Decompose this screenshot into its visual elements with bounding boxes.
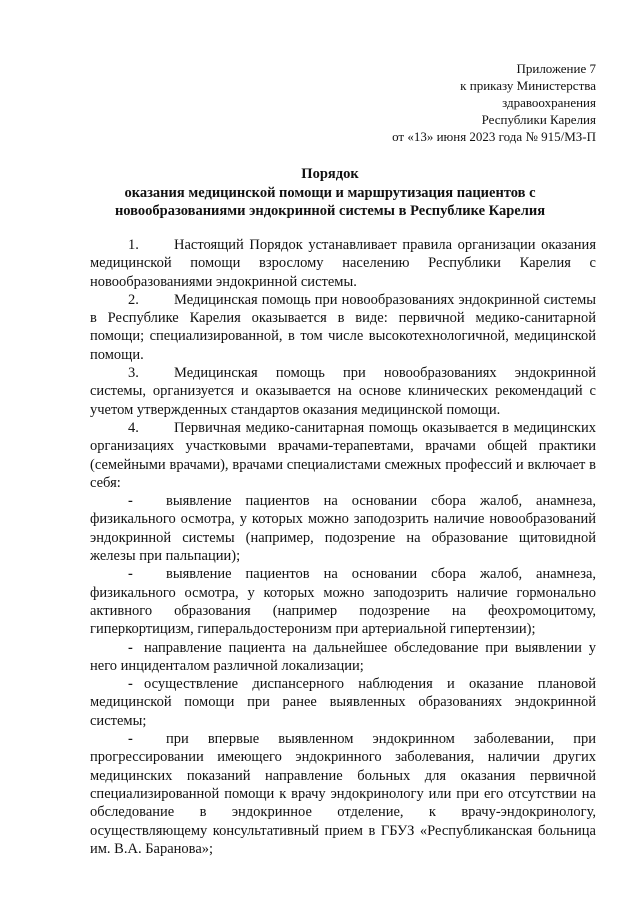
annex-header	[360, 60, 596, 145]
document-body	[90, 236, 596, 858]
bullet-paragraph	[90, 639, 596, 676]
paragraph-text: Медицинская помощь при новообразованиях эндокринной системы в Республике Карелия оказывается в виде: первичной медико-санитарной помощи; специализированной, в том числе высокотехнологичной, медицинской помощи.	[90, 291, 596, 363]
bullet-dash: -	[128, 639, 133, 656]
paragraph-text: Первичная медико-санитарная помощь оказывается в медицинских организациях участковыми врачами-терапевтами, врачами общей практики (семейными врачами), врачами специалистами смежных профессий и включает в себя:	[90, 419, 596, 491]
paragraph-number: 4.	[128, 419, 139, 436]
bullet-paragraph	[90, 675, 596, 730]
bullet-text: выявление пациентов на основании сбора жалоб, анамнеза, физикального осмотра, у которых можно заподозрить наличие новообразований эндокринной системы (например, подозрение на образование щитовидной железы при пальпации);	[90, 493, 596, 565]
paragraph-number: 2.	[128, 291, 139, 308]
bullet-dash: -	[128, 731, 133, 748]
title-line-1: Порядок	[301, 166, 359, 182]
bullet-dash: -	[128, 566, 133, 583]
title-line-3: новообразованиями эндокринной системы в Республике Карелия	[114, 203, 546, 219]
bullet-text: осуществление диспансерного наблюдения и оказание плановой медицинской помощи при ранее выявленных образованиях эндокринной системы;	[90, 676, 596, 729]
bullet-text: направление пациента на дальнейшее обследование при выявлении у него инциденталом различной локализации;	[90, 639, 596, 674]
annex-republic: Республики Карелия	[481, 112, 596, 127]
numbered-paragraph	[90, 419, 596, 492]
annex-date-number: от «13» июня 2023 года № 915/МЗ-П	[392, 129, 596, 144]
paragraph-number: 3.	[128, 365, 139, 382]
bullet-dash: -	[128, 676, 133, 693]
annex-number: Приложение 7	[516, 61, 596, 76]
bullet-text: при впервые выявленном эндокринном заболевании, при прогрессировании имеющего эндокринного заболевания, наличии других медицинских показаний направление больных для оказания первичной специализированной помощи к врачу эндокринологу или при его отсутствии на обследование в эндокринное отделение, к врачу-эндокринологу, осуществляющему консультативный прием в ГБУЗ «Республиканская больница им. В.А. Баранова»;	[90, 731, 596, 857]
bullet-paragraph	[90, 565, 596, 638]
bullet-text: выявление пациентов на основании сбора жалоб, анамнеза, физикального осмотра, у которых можно заподозрить наличие гормонально активного образования (например подозрение на феохромоцитому, гиперкортицизм, гиперальдостеронизм при артериальной гипертензии);	[90, 566, 596, 638]
paragraph-text: Настоящий Порядок устанавливает правила организации оказания медицинской помощи взрослому населению Республики Карелия с новообразованиями эндокринной системы.	[90, 237, 596, 290]
bullet-paragraph	[90, 492, 596, 565]
annex-ministry: здравоохранения	[502, 95, 596, 110]
annex-order-ref: к приказу Министерства	[460, 78, 596, 93]
numbered-paragraph	[90, 236, 596, 291]
paragraph-text: Медицинская помощь при новообразованиях эндокринной системы, организуется и оказывается на основе клинических рекомендаций с учетом утвержденных стандартов оказания медицинской помощи.	[90, 365, 596, 418]
bullet-paragraph	[90, 730, 596, 858]
paragraph-number: 1.	[128, 237, 139, 253]
bullet-dash: -	[128, 493, 133, 510]
title-line-2: оказания медицинской помощи и маршрутизация пациентов с	[124, 184, 536, 201]
document-title	[80, 165, 580, 221]
numbered-paragraph	[90, 364, 596, 419]
numbered-paragraph	[90, 291, 596, 364]
